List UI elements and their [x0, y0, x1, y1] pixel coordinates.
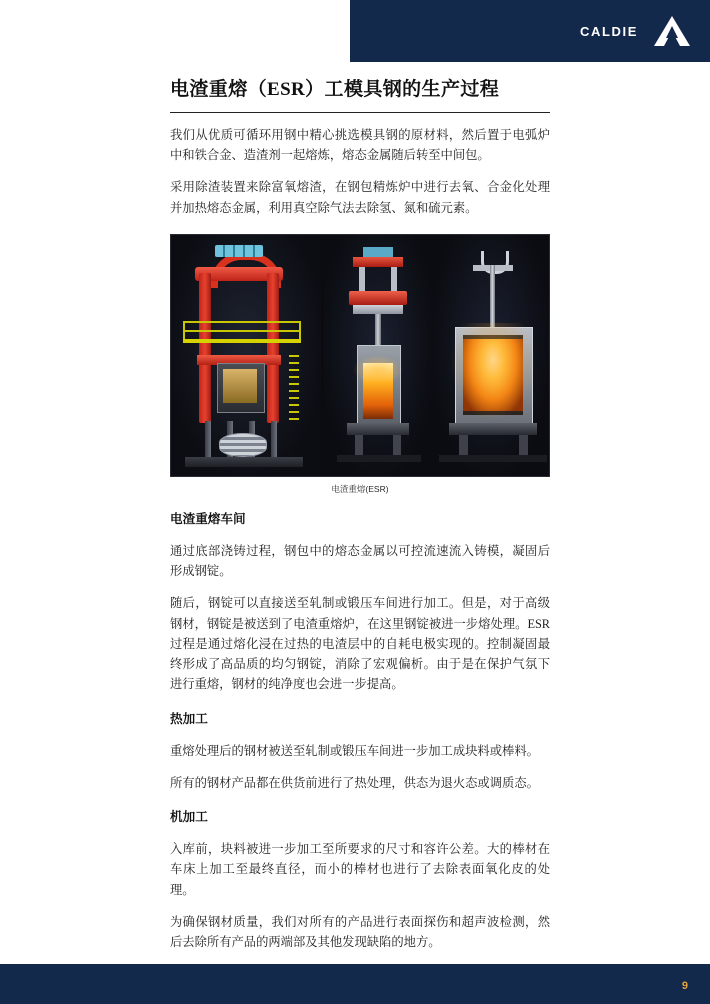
mold-stand-right-shape	[393, 435, 401, 457]
crucible-foot-right-shape	[519, 435, 528, 457]
coil-spool-shape	[219, 433, 267, 457]
section-1-paragraph-0: 重熔处理后的钢材被送至轧制或锻压车间进一步加工成块料或棒料。	[170, 743, 539, 758]
document-body	[170, 78, 550, 952]
page-number: 9	[681, 980, 688, 992]
section-0-paragraph-1: 随后，钢锭可以直接送至轧制或锻压车间进行加工。但是，对于高级钢材，钢锭是被送到了电渣重熔炉，在这里钢锭被进一步熔处理。ESR过程是通过熔化浸在过热的电渣层中的自耗电极实现的。控制凝固最终形成了高品质的均匀钢锭，消除了宏观偏析。由于是在保护气氛下进行重熔，钢材的纯净度也会进一步提高。	[170, 596, 550, 692]
crucible-electrode-shape	[490, 265, 495, 327]
section-1-paragraph-1: 所有的钢材产品都在供货前进行了热处理，供态为退火态或调质态。	[170, 775, 539, 790]
mold-floor-shape	[337, 455, 421, 462]
mountain-a-logo-icon	[652, 14, 692, 48]
section-heading-esr-workshop: 电渣重熔车间	[170, 511, 246, 526]
gantry-cap-shape	[215, 245, 263, 257]
support-leg-1-shape	[205, 421, 211, 461]
access-ladder-shape	[289, 355, 299, 425]
crucible-floor-shape	[439, 455, 547, 462]
section-2-paragraph-0: 入库前，块料被进一步加工至所要求的尺寸和容许公差。大的棒材在车床上加工至最终直径，而小的棒材也进行了去除表面氧化皮的处理。	[170, 842, 550, 897]
figure-panel-esr-mold	[322, 235, 434, 476]
esr-figure	[170, 234, 550, 495]
intro-paragraph-2: 采用除渣装置来除富氧熔渣，在钢包精炼炉中进行去氧、合金化处理并加热熔态金属，利用真空除气法去除氢、氮和硫元素。	[170, 180, 550, 215]
mold-base-shape	[347, 423, 409, 435]
esr-figure-image	[170, 234, 550, 477]
figure-panel-furnace-rig	[171, 235, 321, 476]
electrode-clamp-shape	[353, 305, 403, 314]
brand-bar	[350, 0, 710, 62]
crucible-foot-left-shape	[459, 435, 468, 457]
section-2-paragraph-1: 为确保钢材质量，我们对所有的产品进行表面探伤和超声波检测，然后去除所有产品的两端部及其他发现缺陷的地方。	[170, 914, 550, 950]
page-header	[0, 0, 710, 62]
melt-glow-shape	[353, 355, 403, 385]
crucible-base-shape	[449, 423, 537, 435]
section-heading-machining: 机加工	[170, 810, 208, 825]
figure-caption: 电渣重熔(ESR)	[331, 483, 389, 494]
section-0-paragraph-0: 通过底部浇铸过程，钢包中的熔态金属以可控流速流入铸模，凝固后形成钢锭。	[170, 543, 550, 578]
intro-paragraph-1: 我们从优质可循环用钢中精心挑选模具钢的原材料，然后置于电弧炉中和铁合金、造渣剂一起熔炼，熔态金属随后转至中间包。	[170, 127, 550, 162]
mold-top-frame-shape	[353, 257, 403, 267]
support-leg-4-shape	[271, 421, 277, 461]
mold-stand-left-shape	[355, 435, 363, 457]
page-title: 电渣重熔（ESR）工模具钢的生产过程	[170, 78, 550, 113]
gantry-left-column-shape	[199, 273, 211, 423]
crucible-glow-shape	[449, 323, 537, 423]
brand-name: CALDIE	[580, 23, 638, 39]
furnace-vessel-melt-shape	[223, 369, 257, 403]
page-footer	[0, 964, 710, 1004]
gantry-right-column-shape	[267, 273, 279, 423]
electrode-head-shape	[349, 291, 407, 305]
platform-deck-shape	[183, 339, 301, 343]
page-left-margin	[0, 0, 18, 1004]
figure-panel-crucible-section	[433, 235, 549, 476]
section-heading-hot-working: 热加工	[170, 711, 208, 726]
platform-rail-upper-shape	[183, 321, 301, 323]
rig-base-shape	[185, 457, 303, 467]
platform-rail-lower-shape	[183, 330, 301, 332]
